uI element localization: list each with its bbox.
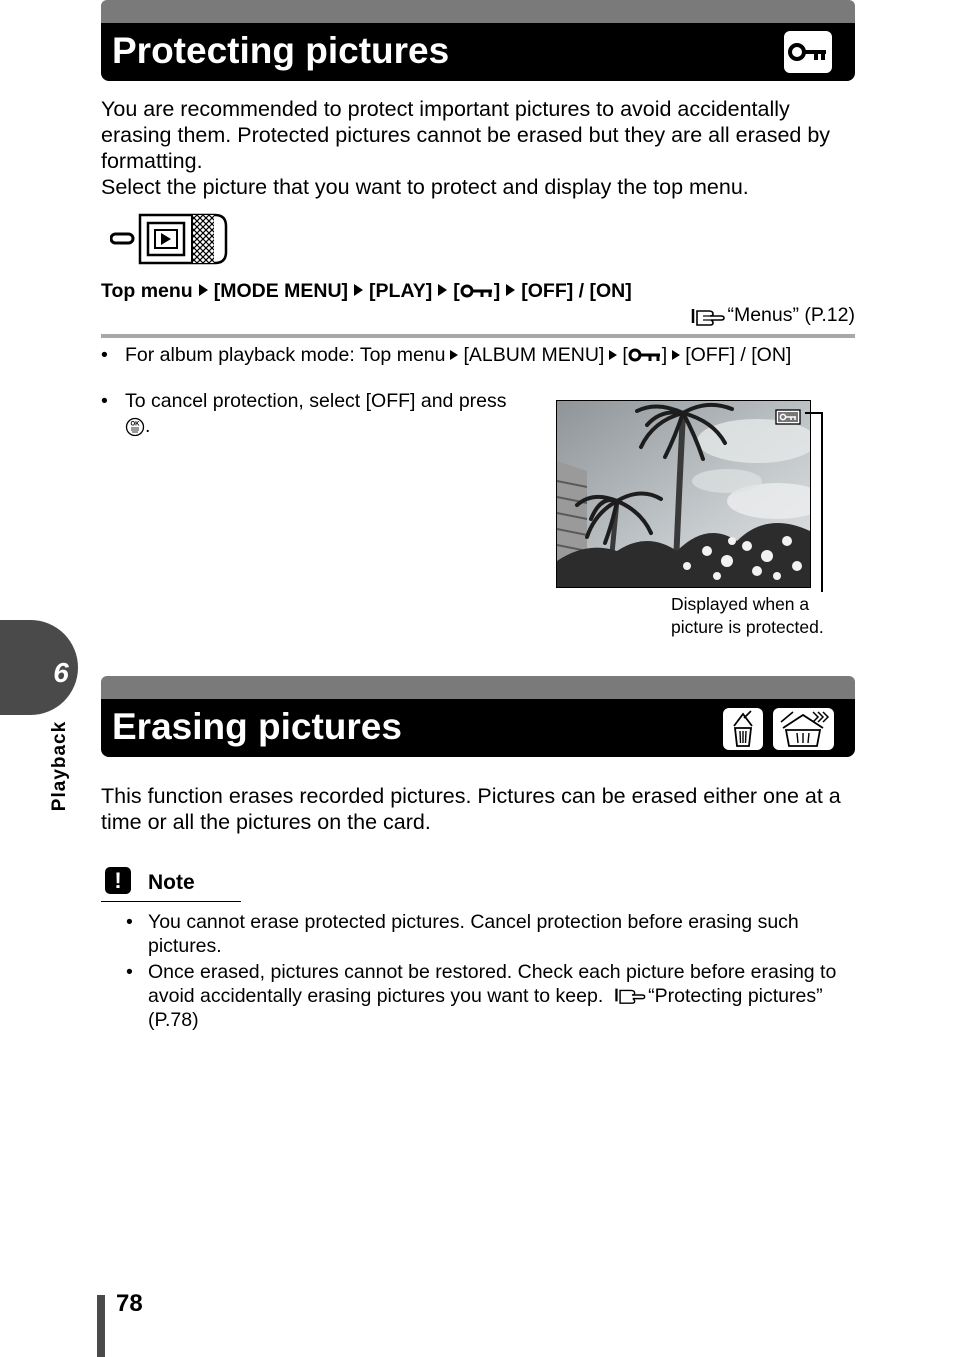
bullet: • xyxy=(101,344,108,366)
menu-path-top: Top menu xyxy=(101,280,193,302)
erase-intro-text xyxy=(101,783,861,835)
protected-picture-example xyxy=(556,400,811,588)
protect-key-icon xyxy=(460,283,494,301)
intro-text xyxy=(101,96,861,200)
cancel-protection-line2 xyxy=(125,414,150,438)
palm-trees-photo xyxy=(557,401,810,587)
caption-line: picture is protected. xyxy=(671,617,824,637)
cancel-protection-bullet xyxy=(101,389,541,439)
note-icon: ! xyxy=(105,867,131,894)
arrow-right-icon xyxy=(438,284,447,296)
page-title: Protecting pictures xyxy=(112,30,450,71)
section-title: Erasing pictures xyxy=(112,706,402,747)
note-heading xyxy=(101,867,241,902)
album-path-top: For album playback mode: Top menu xyxy=(125,344,446,366)
photo-caption xyxy=(671,593,824,639)
menu-reference-icon xyxy=(614,985,648,1005)
album-mode-text xyxy=(125,343,791,367)
page-number: 78 xyxy=(116,1290,143,1317)
arrow-right-icon xyxy=(450,350,458,360)
menu-reference-icon xyxy=(691,305,727,327)
bullet: • xyxy=(126,961,133,983)
bullet: • xyxy=(126,911,133,933)
section-header-band xyxy=(101,676,855,699)
protect-key-icon xyxy=(628,347,662,365)
album-path-menu: [ALBUM MENU] xyxy=(463,344,605,366)
callout-line xyxy=(805,410,827,594)
note-item-text: You cannot erase protected pictures. Cancel protection before erasing such pictures. xyxy=(148,911,799,957)
chapter-label-text: Playback xyxy=(49,720,70,812)
chapter-number: 6 xyxy=(53,657,69,688)
erase-paragraph: This function erases recorded pictures. Pictures can be erased either one at a time or all the pictures on the card. xyxy=(101,784,841,834)
arrow-right-icon xyxy=(354,284,363,296)
note-title: Note xyxy=(148,871,195,894)
menu-path-bracket: [ xyxy=(453,280,460,302)
period: . xyxy=(145,415,151,437)
mode-dial-play-icon xyxy=(110,212,230,266)
chapter-label xyxy=(47,716,73,816)
menu-path-off-on: [OFF] / [ON] xyxy=(521,280,632,302)
album-path-bracket: [ xyxy=(622,344,628,366)
page-number-bar xyxy=(97,1295,105,1357)
album-path-bracket: ] xyxy=(661,344,668,366)
ok-label: OK xyxy=(130,421,140,428)
cancel-protection-text: To cancel protection, select [OFF] and press xyxy=(125,390,507,412)
arrow-right-icon xyxy=(609,350,617,360)
note-item xyxy=(126,910,861,960)
note-item-body: Once erased, pictures cannot be restored. Check each picture before erasing to avoid accidentally erasing pictures you want to keep. xyxy=(148,961,837,1007)
arrow-right-icon xyxy=(506,284,515,296)
menu-path xyxy=(101,279,632,303)
menu-path-play: [PLAY] xyxy=(369,280,433,302)
note-item xyxy=(126,960,861,1034)
note-item-text xyxy=(148,960,858,1032)
arrow-right-icon xyxy=(672,350,680,360)
intro-paragraph: You are recommended to protect important pictures to avoid accidentally erasing them. Protected pictures cannot be erased but they are all erased by formatting. xyxy=(101,97,831,173)
note-item-reference: “Protecting pictures” (P.78) xyxy=(148,985,823,1031)
section-header-band xyxy=(101,0,855,23)
menu-path-bracket: ] xyxy=(493,280,501,302)
erase-single-icon xyxy=(723,708,763,750)
menu-path-mode-menu: [MODE MENU] xyxy=(213,280,349,302)
divider xyxy=(101,334,855,338)
menu-reference xyxy=(691,303,855,327)
arrow-right-icon xyxy=(199,284,208,296)
menu-reference-text: “Menus” (P.12) xyxy=(727,304,855,326)
album-mode-bullet xyxy=(101,343,861,367)
protect-key-icon xyxy=(784,31,832,73)
caption-line: Displayed when a xyxy=(671,594,810,614)
ok-button-icon xyxy=(125,417,145,437)
intro-instruction: Select the picture that you want to protect and display the top menu. xyxy=(101,175,749,199)
album-path-off-on: [OFF] / [ON] xyxy=(685,344,792,366)
bullet: • xyxy=(101,390,108,412)
erase-all-icon xyxy=(773,708,834,750)
